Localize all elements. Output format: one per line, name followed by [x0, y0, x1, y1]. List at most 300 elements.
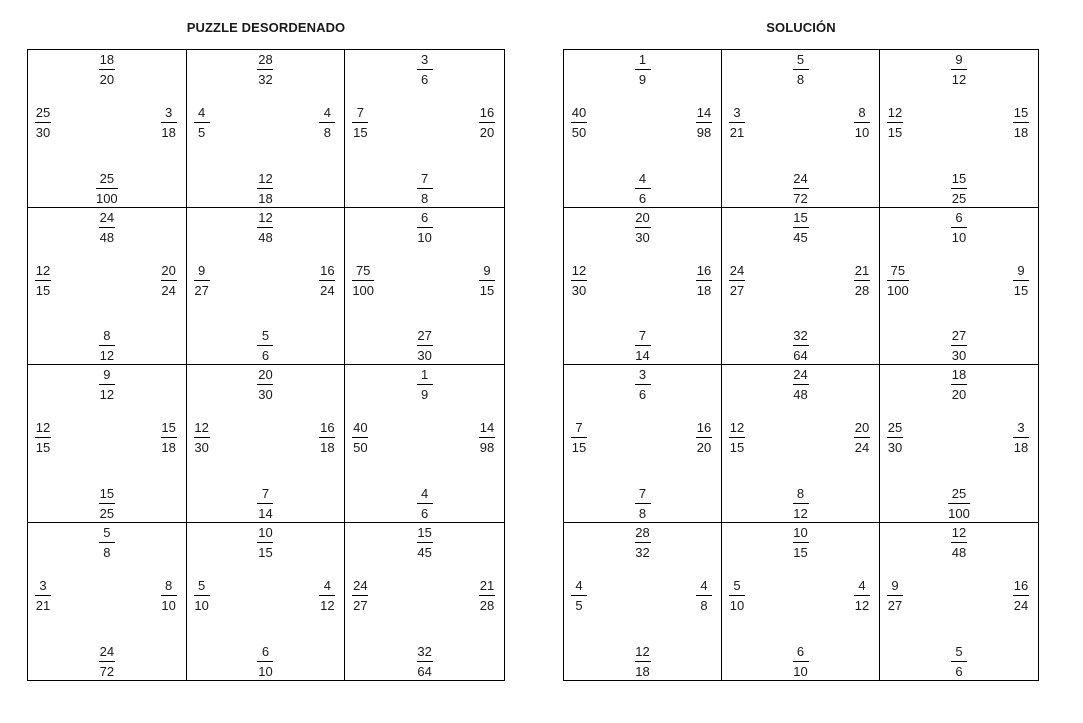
fraction-numerator: 25: [35, 105, 51, 120]
fraction-right: [479, 105, 495, 140]
fraction-denominator: 6: [421, 72, 429, 87]
fraction-top: [791, 210, 811, 245]
fraction-right: [696, 420, 712, 455]
fraction-bar: [729, 595, 745, 596]
fraction-bar: [161, 437, 177, 438]
fraction-left: [729, 105, 745, 140]
fraction-denominator: 28: [479, 597, 495, 613]
fraction-bar: [1013, 122, 1029, 123]
solution-piece[interactable]: [564, 523, 722, 681]
puzzle-piece[interactable]: [345, 523, 504, 681]
fraction-numerator: 28: [258, 52, 273, 67]
fraction-bar: [161, 595, 177, 596]
fraction-numerator: 8: [165, 577, 173, 593]
fraction-top: [415, 367, 435, 402]
fraction-denominator: 9: [638, 72, 647, 87]
fraction-denominator: 20: [479, 125, 495, 140]
fraction-bar: [99, 542, 115, 543]
fraction-denominator: 15: [479, 282, 495, 298]
fraction-left: [729, 578, 745, 613]
fraction-numerator: 24: [99, 644, 115, 659]
fraction-right: [854, 578, 870, 613]
fraction-bar: [417, 227, 433, 228]
fraction-bar: [951, 345, 967, 346]
fraction-numerator: 4: [198, 105, 206, 120]
fraction-denominator: 18: [696, 282, 712, 298]
fraction-bar: [793, 69, 809, 70]
fraction-bar: [887, 437, 903, 438]
fraction-bar: [257, 227, 273, 228]
fraction-numerator: 10: [793, 524, 808, 540]
fraction-denominator: 8: [638, 505, 647, 521]
puzzle-piece[interactable]: [187, 208, 346, 366]
fraction-bottom: [791, 328, 811, 363]
fraction-numerator: 16: [320, 262, 335, 278]
fraction-numerator: 20: [258, 367, 273, 382]
fraction-numerator: 21: [854, 262, 870, 278]
fraction-numerator: 5: [955, 644, 963, 659]
fraction-bottom: [791, 644, 811, 679]
fraction-numerator: 14: [696, 105, 712, 120]
fraction-bar: [479, 280, 495, 281]
fraction-bar: [319, 122, 335, 123]
fraction-bar: [194, 122, 210, 123]
fraction-bar: [887, 122, 903, 123]
fraction-denominator: 14: [258, 505, 273, 521]
fraction-bar: [793, 661, 809, 662]
fraction-left: [194, 263, 210, 298]
fraction-bar: [99, 345, 115, 346]
fraction-numerator: 27: [951, 328, 967, 343]
fraction-denominator: 10: [793, 664, 808, 679]
fraction-bar: [854, 122, 870, 123]
fraction-bar: [951, 188, 967, 189]
fraction-top: [949, 367, 969, 402]
fraction-numerator: 9: [891, 577, 899, 593]
fraction-numerator: 6: [796, 644, 805, 659]
fraction-denominator: 72: [793, 190, 808, 206]
fraction-numerator: 8: [103, 328, 111, 343]
fraction-denominator: 8: [796, 72, 805, 87]
fraction-bar: [99, 69, 115, 70]
fraction-numerator: 4: [575, 577, 583, 593]
fraction-denominator: 6: [638, 387, 647, 402]
fraction-bar: [352, 437, 368, 438]
fraction-denominator: 12: [99, 387, 115, 402]
fraction-denominator: 12: [793, 505, 808, 521]
fraction-denominator: 45: [417, 544, 432, 560]
fraction-top: [97, 210, 117, 245]
solution-piece[interactable]: [564, 365, 722, 523]
fraction-bar: [635, 345, 651, 346]
fraction-denominator: 30: [417, 348, 432, 363]
fraction-denominator: 8: [421, 190, 429, 206]
fraction-numerator: 16: [696, 420, 712, 435]
fraction-numerator: 32: [793, 328, 808, 343]
fraction-bar: [696, 280, 712, 281]
fraction-denominator: 10: [194, 597, 209, 613]
fraction-right: [696, 263, 712, 298]
fraction-numerator: 7: [638, 485, 647, 501]
fraction-bar: [793, 188, 809, 189]
solution-title: SOLUCIÓN: [766, 20, 836, 35]
fraction-top: [949, 210, 969, 245]
fraction-bar: [571, 437, 587, 438]
fraction-bar: [161, 280, 177, 281]
solution-piece[interactable]: [722, 208, 880, 366]
puzzle-piece[interactable]: [187, 523, 346, 681]
solution-piece[interactable]: [880, 50, 1038, 208]
fraction-denominator: 18: [161, 440, 176, 455]
fraction-bar: [635, 542, 651, 543]
fraction-right: [696, 105, 712, 140]
fraction-bar: [571, 280, 587, 281]
fraction-numerator: 8: [858, 105, 866, 120]
fraction-left: [887, 420, 903, 455]
fraction-numerator: 16: [320, 420, 335, 435]
fraction-top: [255, 525, 275, 560]
fraction-numerator: 9: [198, 262, 206, 278]
fraction-numerator: 40: [571, 105, 587, 120]
fraction-numerator: 25: [887, 420, 903, 435]
fraction-left: [194, 420, 210, 455]
fraction-bar: [887, 280, 909, 281]
solution-piece[interactable]: [722, 50, 880, 208]
fraction-right: [319, 578, 335, 613]
puzzle-title: PUZZLE DESORDENADO: [186, 20, 346, 35]
fraction-bar: [96, 188, 118, 189]
fraction-bar: [257, 503, 273, 504]
fraction-denominator: 10: [854, 125, 870, 140]
fraction-top: [255, 210, 275, 245]
fraction-bar: [35, 595, 51, 596]
solution-piece[interactable]: [722, 523, 880, 681]
fraction-numerator: 20: [161, 262, 176, 278]
puzzle-piece[interactable]: [187, 365, 346, 523]
fraction-right: [1013, 578, 1029, 613]
fraction-denominator: 15: [258, 544, 273, 560]
fraction-bottom: [94, 171, 120, 206]
fraction-numerator: 12: [35, 420, 51, 435]
fraction-right: [319, 420, 335, 455]
fraction-bar: [951, 661, 967, 662]
fraction-numerator: 5: [198, 577, 206, 593]
fraction-bar: [948, 503, 970, 504]
fraction-numerator: 12: [194, 420, 209, 435]
fraction-bar: [194, 280, 210, 281]
fraction-bar: [35, 280, 51, 281]
fraction-denominator: 6: [261, 348, 270, 363]
fraction-denominator: 10: [951, 229, 967, 245]
puzzle-piece[interactable]: [187, 50, 346, 208]
fraction-bar: [352, 280, 374, 281]
fraction-numerator: 12: [258, 209, 273, 225]
fraction-bar: [696, 595, 712, 596]
fraction-left: [887, 105, 903, 140]
solution-grid: [563, 49, 1039, 681]
fraction-denominator: 72: [99, 664, 115, 679]
fraction-numerator: 12: [729, 420, 745, 435]
fraction-numerator: 12: [887, 105, 903, 120]
fraction-bar: [194, 437, 210, 438]
fraction-denominator: 6: [955, 664, 963, 679]
fraction-left: [194, 105, 210, 140]
fraction-right: [479, 578, 495, 613]
fraction-left: [35, 420, 51, 455]
fraction-right: [479, 263, 495, 298]
fraction-bar: [417, 69, 433, 70]
fraction-denominator: 9: [421, 387, 429, 402]
puzzle-piece[interactable]: [28, 523, 187, 681]
fraction-left: [35, 263, 51, 298]
fraction-bar: [352, 595, 368, 596]
fraction-denominator: 15: [729, 440, 745, 455]
fraction-bar: [257, 542, 273, 543]
fraction-numerator: 9: [1017, 262, 1025, 278]
fraction-bar: [729, 437, 745, 438]
fraction-bottom: [633, 328, 653, 363]
fraction-top: [633, 525, 653, 560]
fraction-left: [352, 263, 374, 298]
fraction-right: [854, 420, 870, 455]
puzzle-piece[interactable]: [28, 365, 187, 523]
fraction-bottom: [791, 171, 811, 206]
fraction-bar: [951, 384, 967, 385]
fraction-left: [571, 578, 587, 613]
fraction-numerator: 3: [1017, 420, 1025, 435]
fraction-denominator: 25: [951, 190, 967, 206]
fraction-bar: [352, 122, 368, 123]
fraction-denominator: 27: [887, 597, 903, 613]
fraction-bar: [1013, 280, 1029, 281]
fraction-bottom: [97, 486, 117, 521]
fraction-numerator: 12: [951, 524, 967, 540]
solution-piece[interactable]: [564, 208, 722, 366]
fraction-denominator: 30: [258, 387, 273, 402]
fraction-bottom: [255, 486, 275, 521]
fraction-top: [97, 52, 117, 87]
fraction-numerator: 15: [793, 209, 808, 225]
fraction-bar: [257, 188, 273, 189]
fraction-right: [1013, 105, 1029, 140]
fraction-left: [352, 578, 368, 613]
fraction-bottom: [633, 644, 653, 679]
fraction-bar: [479, 122, 495, 123]
solution-piece[interactable]: [880, 523, 1038, 681]
fraction-left: [887, 263, 909, 298]
fraction-denominator: 18: [320, 440, 335, 455]
fraction-denominator: 14: [635, 348, 650, 363]
fraction-numerator: 75: [890, 262, 906, 278]
fraction-bar: [417, 542, 433, 543]
fraction-numerator: 6: [955, 209, 963, 225]
fraction-numerator: 7: [421, 170, 429, 186]
fraction-bar: [696, 122, 712, 123]
fraction-denominator: 15: [1013, 282, 1029, 298]
fraction-denominator: 48: [99, 229, 115, 245]
fraction-numerator: 1: [421, 367, 429, 382]
fraction-denominator: 24: [854, 440, 870, 455]
fraction-numerator: 40: [353, 420, 368, 435]
fraction-bar: [793, 227, 809, 228]
fraction-bar: [99, 661, 115, 662]
fraction-denominator: 20: [696, 440, 712, 455]
fraction-bar: [35, 122, 51, 123]
fraction-numerator: 18: [951, 367, 967, 382]
fraction-bar: [1013, 595, 1029, 596]
fraction-top: [415, 52, 435, 87]
puzzle-piece[interactable]: [345, 50, 504, 208]
fraction-denominator: 27: [729, 282, 745, 298]
fraction-denominator: 18: [1013, 125, 1029, 140]
fraction-numerator: 4: [700, 577, 708, 593]
fraction-bottom: [791, 486, 811, 521]
fraction-denominator: 24: [320, 282, 335, 298]
fraction-denominator: 18: [635, 664, 650, 679]
fraction-denominator: 30: [635, 229, 650, 245]
puzzle-piece[interactable]: [345, 208, 504, 366]
fraction-bar: [99, 227, 115, 228]
fraction-numerator: 1: [638, 52, 647, 67]
fraction-denominator: 45: [793, 229, 808, 245]
fraction-denominator: 15: [571, 440, 587, 455]
fraction-left: [571, 420, 587, 455]
fraction-top: [791, 525, 811, 560]
fraction-bar: [635, 661, 651, 662]
fraction-denominator: 48: [793, 387, 808, 402]
fraction-left: [887, 578, 903, 613]
fraction-denominator: 10: [161, 597, 176, 613]
fraction-denominator: 30: [951, 348, 967, 363]
fraction-bar: [257, 345, 273, 346]
fraction-numerator: 7: [575, 420, 583, 435]
fraction-numerator: 7: [356, 105, 364, 120]
solution-piece[interactable]: [564, 50, 722, 208]
fraction-denominator: 64: [793, 348, 808, 363]
puzzle-piece[interactable]: [345, 365, 504, 523]
fraction-left: [35, 578, 51, 613]
fraction-top: [255, 367, 275, 402]
fraction-bar: [854, 595, 870, 596]
fraction-denominator: 30: [194, 440, 209, 455]
fraction-denominator: 20: [951, 387, 967, 402]
solution-piece[interactable]: [722, 365, 880, 523]
fraction-numerator: 25: [99, 170, 115, 186]
fraction-top: [791, 367, 811, 402]
fraction-top: [633, 210, 653, 245]
fraction-denominator: 10: [258, 664, 273, 679]
fraction-bar: [35, 437, 51, 438]
fraction-bar: [951, 542, 967, 543]
fraction-denominator: 64: [417, 664, 432, 679]
fraction-numerator: 24: [729, 262, 745, 278]
fraction-bar: [257, 661, 273, 662]
fraction-denominator: 12: [99, 348, 115, 363]
fraction-right: [854, 105, 870, 140]
fraction-right: [319, 263, 335, 298]
fraction-bottom: [633, 171, 653, 206]
fraction-left: [729, 263, 745, 298]
fraction-bottom: [255, 328, 275, 363]
fraction-left: [571, 263, 587, 298]
fraction-numerator: 3: [638, 367, 647, 382]
fraction-numerator: 15: [1013, 105, 1029, 120]
fraction-numerator: 24: [353, 577, 368, 593]
fraction-bottom: [949, 644, 969, 679]
fraction-numerator: 3: [733, 105, 741, 120]
fraction-numerator: 15: [99, 485, 115, 501]
fraction-numerator: 16: [479, 105, 495, 120]
fraction-denominator: 12: [951, 72, 967, 87]
fraction-left: [352, 105, 368, 140]
fraction-numerator: 6: [261, 644, 270, 659]
fraction-top: [633, 367, 653, 402]
fraction-right: [161, 105, 177, 140]
fraction-denominator: 100: [948, 505, 970, 521]
fraction-numerator: 12: [35, 262, 51, 278]
solution-piece[interactable]: [880, 208, 1038, 366]
fraction-numerator: 12: [635, 644, 650, 659]
fraction-numerator: 18: [99, 52, 115, 67]
fraction-numerator: 10: [258, 524, 273, 540]
fraction-bottom: [97, 644, 117, 679]
fraction-bar: [951, 227, 967, 228]
fraction-right: [161, 578, 177, 613]
fraction-numerator: 8: [796, 485, 805, 501]
fraction-bar: [887, 595, 903, 596]
fraction-bar: [729, 122, 745, 123]
fraction-numerator: 4: [323, 577, 331, 593]
fraction-left: [194, 578, 210, 613]
fraction-numerator: 5: [261, 328, 270, 343]
fraction-bar: [854, 280, 870, 281]
fraction-numerator: 24: [99, 209, 115, 225]
fraction-numerator: 28: [635, 524, 650, 540]
fraction-numerator: 3: [39, 577, 47, 593]
fraction-numerator: 5: [733, 577, 741, 593]
puzzle-piece[interactable]: [28, 50, 187, 208]
fraction-denominator: 98: [696, 125, 712, 140]
fraction-right: [319, 105, 335, 140]
fraction-numerator: 24: [793, 170, 808, 186]
fraction-top: [415, 525, 435, 560]
fraction-denominator: 12: [854, 597, 870, 613]
fraction-numerator: 27: [417, 328, 432, 343]
fraction-denominator: 8: [103, 544, 111, 560]
fraction-bar: [571, 122, 587, 123]
fraction-top: [791, 52, 811, 87]
fraction-numerator: 3: [165, 105, 173, 120]
fraction-top: [97, 525, 117, 560]
puzzle-piece[interactable]: [28, 208, 187, 366]
fraction-numerator: 4: [323, 105, 331, 120]
solution-piece[interactable]: [880, 365, 1038, 523]
fraction-denominator: 15: [793, 544, 808, 560]
fraction-denominator: 30: [35, 125, 51, 140]
fraction-denominator: 30: [571, 282, 587, 298]
fraction-denominator: 100: [95, 190, 118, 206]
fraction-bar: [793, 384, 809, 385]
fraction-denominator: 12: [320, 597, 335, 613]
fraction-denominator: 10: [417, 229, 432, 245]
fraction-denominator: 21: [35, 597, 51, 613]
fraction-bar: [417, 661, 433, 662]
fraction-bottom: [633, 486, 653, 521]
fraction-denominator: 15: [35, 282, 51, 298]
fraction-bar: [729, 280, 745, 281]
fraction-bar: [696, 437, 712, 438]
fraction-bottom: [415, 644, 435, 679]
